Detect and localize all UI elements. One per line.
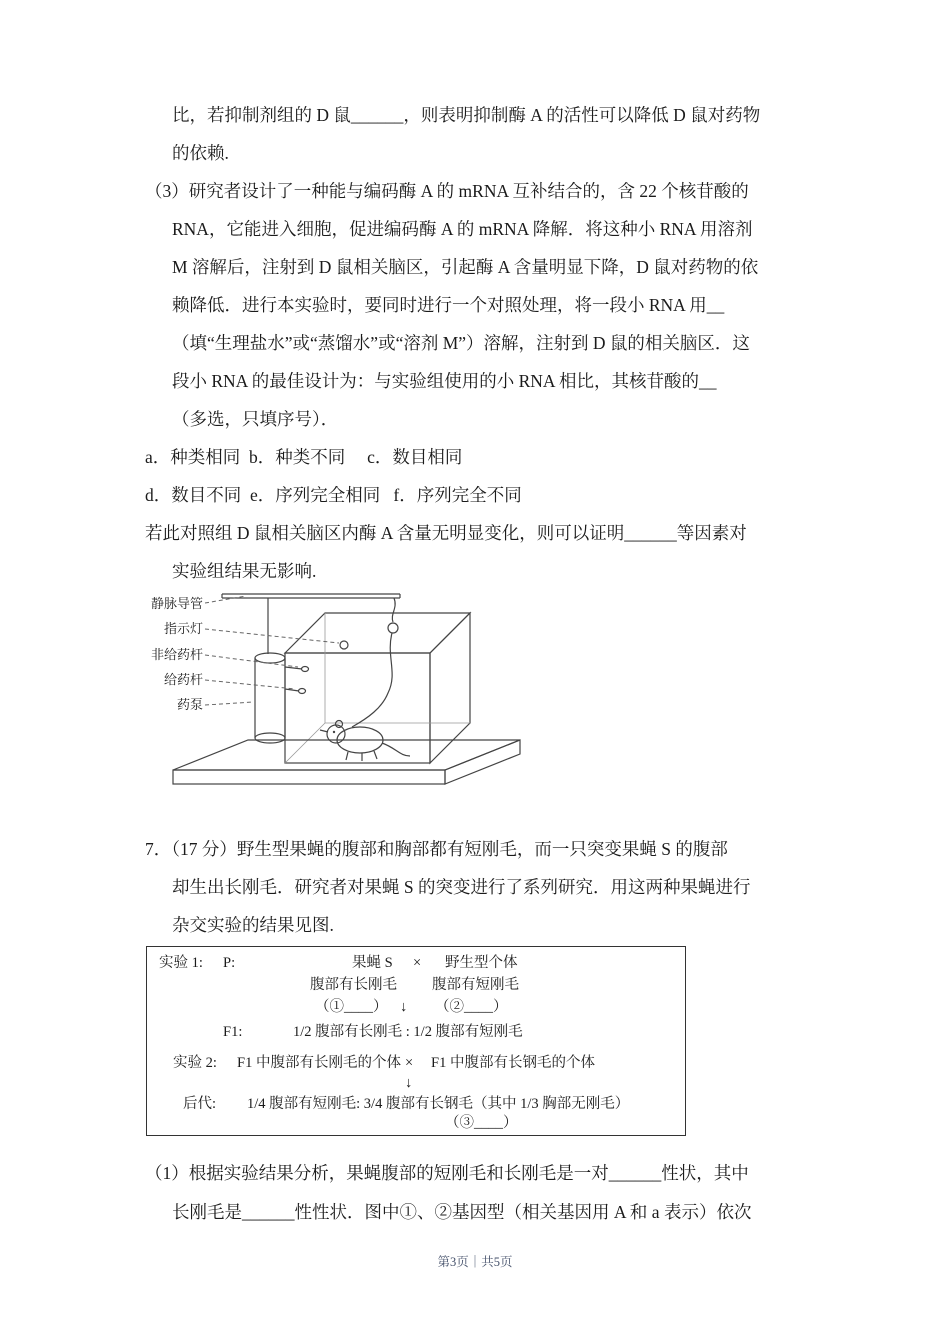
genotype-blank-3: （③____） (445, 1115, 518, 1131)
question7-sub1 (145, 1154, 845, 1232)
text-line: 却生出长刚毛．研究者对果蝇 S 的突变进行了系列研究．用这两种果蝇进行 (172, 877, 751, 897)
catheter-tube (352, 598, 398, 727)
label-drug-pump: 药泵 (176, 697, 203, 712)
exp2-parent-left: F1 中腹部有长刚毛的个体 (237, 1055, 401, 1071)
indicator-light-shape (340, 641, 348, 649)
parent-right: 野生型个体 (445, 955, 518, 971)
parent-left: 果蝇 S (352, 955, 393, 971)
question7-stem (145, 830, 845, 944)
exp1-label: 实验 1: (159, 955, 203, 971)
text-line: 赖降低．进行本实验时，要同时进行一个对照处理，将一段小 RNA 用__ (172, 295, 725, 315)
apparatus-diagram (148, 588, 548, 825)
text-line: M 溶解后，注射到 D 鼠相关脑区，引起酶 A 含量明显下降，D 鼠对药物的依 (172, 257, 759, 277)
offspring-result: 1/4 腹部有短刚毛: 3/4 腹部有长钢毛（其中 1/3 胸部无刚毛） (247, 1096, 630, 1112)
lever-shapes (285, 667, 309, 694)
text-line: 7．（17 分）野生型果蝇的腹部和胸部都有短刚毛，而一只突变果蝇 S 的腹部 (145, 839, 728, 859)
cross-symbol: × (413, 955, 422, 971)
label-iv-catheter: 静脉导管 (150, 596, 203, 611)
text-line: RNA，它能进入细胞，促进编码酶 A 的 mRNA 降解．将这种小 RNA 用溶剂 (172, 219, 753, 239)
f1-label: F1: (223, 1024, 243, 1040)
text-line: （3）研究者设计了一种能与编码酶 A 的 mRNA 互补结合的，含 22 个核苷酸的 (145, 181, 749, 201)
text-line: （1）根据实验结果分析，果蝇腹部的短刚毛和长刚毛是一对______性状，其中 (145, 1163, 749, 1183)
down-arrow: ↓ (405, 1075, 413, 1091)
genotype-blank-1: （①____） (315, 999, 388, 1015)
option-line: a．种类相同 b．种类不同 c．数目相同 (145, 447, 463, 467)
text-line: 的依赖. (172, 143, 229, 163)
down-arrow: ↓ (400, 999, 408, 1015)
page-number-footer: 第3页｜共5页 (437, 1255, 513, 1269)
offspring-label: 后代: (183, 1096, 217, 1112)
f1-result: 1/2 腹部有长刚毛 : 1/2 腹部有短刚毛 (293, 1024, 523, 1040)
label-drug-lever: 给药杆 (163, 672, 203, 687)
skinner-box-illustration (148, 588, 548, 820)
parent-right-trait: 腹部有短刚毛 (432, 977, 519, 993)
leader-lines (205, 596, 339, 705)
label-indicator-light: 指示灯 (163, 621, 203, 636)
exp2-label: 实验 2: (173, 1055, 217, 1071)
cross-experiment-figure (146, 946, 686, 1136)
text-line: 杂交实验的结果见图. (172, 915, 334, 935)
base-platform (173, 740, 520, 784)
text-line: （填“生理盐水”或“蒸馏水”或“溶剂 M”）溶解，注射到 D 鼠的相关脑区．这 (172, 333, 750, 353)
apparatus-labels (151, 596, 203, 712)
question6-text-block (145, 96, 845, 590)
text-line: （多选，只填序号）． (172, 409, 339, 429)
mouse-figure (320, 721, 410, 762)
pump-cylinder (255, 653, 285, 743)
label-no-drug-lever: 非给药杆 (150, 647, 203, 662)
text-line: 比，若抑制剂组的 D 鼠______，则表明抑制酶 A 的活性可以降低 D 鼠对药物 (172, 105, 761, 125)
text-line: 若此对照组 D 鼠相关脑区内酶 A 含量无明显变化，则可以证明______等因素对 (145, 523, 747, 543)
genotype-blank-2: （②____） (435, 999, 508, 1015)
p-generation-label: P: (223, 955, 236, 971)
parent-left-trait: 腹部有长刚毛 (310, 977, 397, 993)
text-line: 段小 RNA 的最佳设计为：与实验组使用的小 RNA 相比，其核苷酸的__ (172, 371, 717, 391)
mouse-eye (333, 731, 335, 733)
exp2-parent-right: F1 中腹部有长钢毛的个体 (431, 1055, 595, 1071)
apparatus-outline (173, 594, 520, 784)
text-line: 实验组结果无影响. (172, 561, 317, 581)
text-line: 长刚毛是______性性状．图中①、②基因型（相关基因用 A 和 a 表示）依次 (172, 1202, 752, 1222)
option-line: d．数目不同 e．序列完全相同 f．序列完全不同 (145, 485, 522, 505)
cross-symbol: × (405, 1055, 414, 1071)
